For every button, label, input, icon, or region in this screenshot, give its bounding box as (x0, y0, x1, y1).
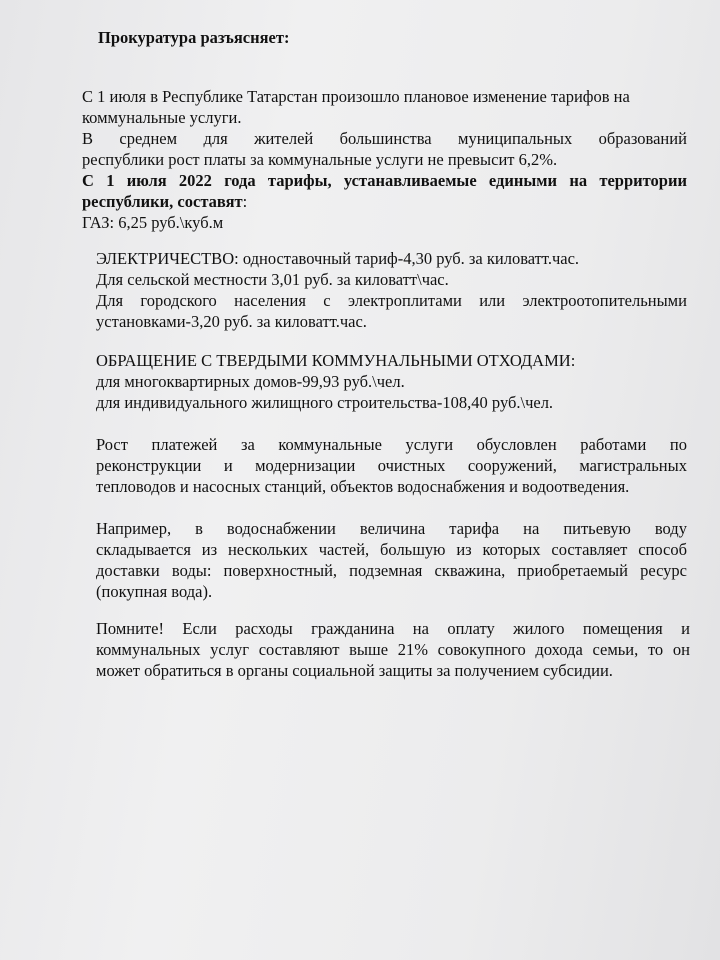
tariff-heading-bold: республики, составят (82, 192, 243, 211)
word: гражданина (311, 619, 395, 638)
example-line-1 (96, 518, 687, 539)
word: выше (349, 640, 389, 659)
word: способ (638, 540, 687, 559)
word: на (412, 619, 429, 638)
word: величина (359, 519, 426, 538)
word: едиными (488, 171, 558, 190)
word: помещения (582, 619, 663, 638)
word: с (323, 291, 331, 310)
word: коммунальные (278, 435, 382, 454)
tariff-heading-colon: : (242, 192, 248, 211)
word: муниципальных (458, 129, 573, 148)
word: В (82, 129, 94, 148)
word: из (201, 540, 218, 559)
remember-paragraph (96, 618, 690, 681)
word: услуги (405, 435, 454, 454)
word: по (669, 435, 687, 454)
word: среднем (119, 129, 178, 148)
word: большинства (339, 129, 432, 148)
tariff-heading-line-2 (82, 191, 687, 212)
word: семьи, (592, 640, 639, 659)
growth-line-2 (96, 455, 687, 476)
intro-line-3 (82, 128, 687, 149)
word: совокупного (437, 640, 526, 659)
word: большую (380, 540, 446, 559)
tariff-heading-line-1 (82, 170, 687, 191)
word: за (240, 435, 255, 454)
electricity-line-2: Для сельской местности 3,01 руб. за киловатт\час. (96, 270, 449, 289)
word: Рост (96, 435, 128, 454)
word: дохода (535, 640, 583, 659)
word: услуг (210, 640, 249, 659)
word: на (523, 519, 540, 538)
word: модернизации (255, 456, 356, 475)
word: Например, (96, 519, 172, 538)
electricity-line-3 (96, 290, 687, 311)
word: он (672, 640, 690, 659)
word: магистральных (579, 456, 687, 475)
waste-heading: ОБРАЩЕНИЕ С ТВЕРДЫМИ КОММУНАЛЬНЫМИ ОТХОДАМИ: (96, 351, 576, 370)
word: 1 (106, 171, 115, 190)
waste-line-1: для многоквартирных домов-99,93 руб.\чел. (96, 372, 405, 391)
word: жилого (513, 619, 565, 638)
electricity-paragraph (96, 248, 687, 332)
example-paragraph (96, 518, 687, 602)
word: очистных (377, 456, 446, 475)
word: платежей (151, 435, 218, 454)
word: частей, (318, 540, 370, 559)
word: года (224, 171, 256, 190)
word: жителей (254, 129, 314, 148)
word: населения (234, 291, 306, 310)
example-line-4: (покупная вода). (96, 582, 213, 601)
word: оплату (447, 619, 495, 638)
word: составляет (551, 540, 628, 559)
remember-line-1 (96, 618, 690, 639)
word: и (223, 456, 233, 475)
word: для (203, 129, 228, 148)
word: поверхностный, (223, 561, 338, 580)
word: тарифы, (267, 171, 332, 190)
word: приобретаемый (517, 561, 628, 580)
word: С (82, 171, 94, 190)
word: электроплитами (347, 291, 462, 310)
word: обусловлен (476, 435, 557, 454)
word: 2022 (178, 171, 212, 190)
growth-paragraph (96, 434, 687, 497)
word: Для (96, 291, 124, 310)
remember-line-2 (96, 639, 690, 660)
document-title: Прокуратура разъясняет: (98, 28, 290, 47)
waste-line-2: для индивидуального жилищного строительства-108,40 руб.\чел. (96, 393, 554, 412)
word: сооружений, (467, 456, 557, 475)
word: доставки (96, 561, 160, 580)
intro-paragraph (82, 86, 687, 233)
word: составляют (258, 640, 340, 659)
word: реконструкции (96, 456, 202, 475)
electricity-line-4: установками-3,20 руб. за киловатт.час. (96, 312, 367, 331)
word: питьевую (563, 519, 631, 538)
remember-line-3: может обратиться в органы социальной защиты за получением субсидии. (96, 661, 613, 680)
word: работами (580, 435, 647, 454)
intro-line-4: республики рост платы за коммунальные услуги не превысит 6,2%. (82, 150, 558, 169)
word: которых (482, 540, 541, 559)
growth-line-1 (96, 434, 687, 455)
word: водоснабжении (226, 519, 336, 538)
word: 21% (397, 640, 428, 659)
example-line-2 (96, 539, 687, 560)
word: электроотопительными (522, 291, 687, 310)
word: воды: (171, 561, 212, 580)
word: складывается (96, 540, 191, 559)
waste-paragraph (96, 350, 687, 413)
word: на (569, 171, 588, 190)
word: или (479, 291, 506, 310)
word: коммунальных (96, 640, 201, 659)
intro-line-2: коммунальные услуги. (82, 108, 242, 127)
gas-tariff: ГАЗ: 6,25 руб.\куб.м (82, 213, 224, 232)
word: подземная (349, 561, 423, 580)
word: в (195, 519, 203, 538)
word: скважина, (434, 561, 506, 580)
word: устанавливаемые (343, 171, 477, 190)
word: из (456, 540, 472, 559)
word: расходы (235, 619, 293, 638)
word: июля (126, 171, 167, 190)
word: Если (182, 619, 217, 638)
word: нескольких (227, 540, 308, 559)
word: и (681, 619, 690, 638)
example-line-3 (96, 560, 687, 581)
word: образований (598, 129, 687, 148)
word: тарифа (449, 519, 500, 538)
word: Помните! (96, 619, 164, 638)
word: территории (599, 171, 687, 190)
word: ресурс (640, 561, 687, 580)
word: городского (140, 291, 217, 310)
electricity-line-1: ЭЛЕКТРИЧЕСТВО: одноставочный тариф-4,30 руб. за киловатт.час. (96, 249, 580, 268)
intro-line-1: С 1 июля в Республике Татарстан произошло плановое изменение тарифов на (82, 87, 630, 106)
growth-line-3: тепловодов и насосных станций, объектов водоснабжения и водоотведения. (96, 477, 630, 496)
word: воду (654, 519, 687, 538)
word: то (647, 640, 664, 659)
